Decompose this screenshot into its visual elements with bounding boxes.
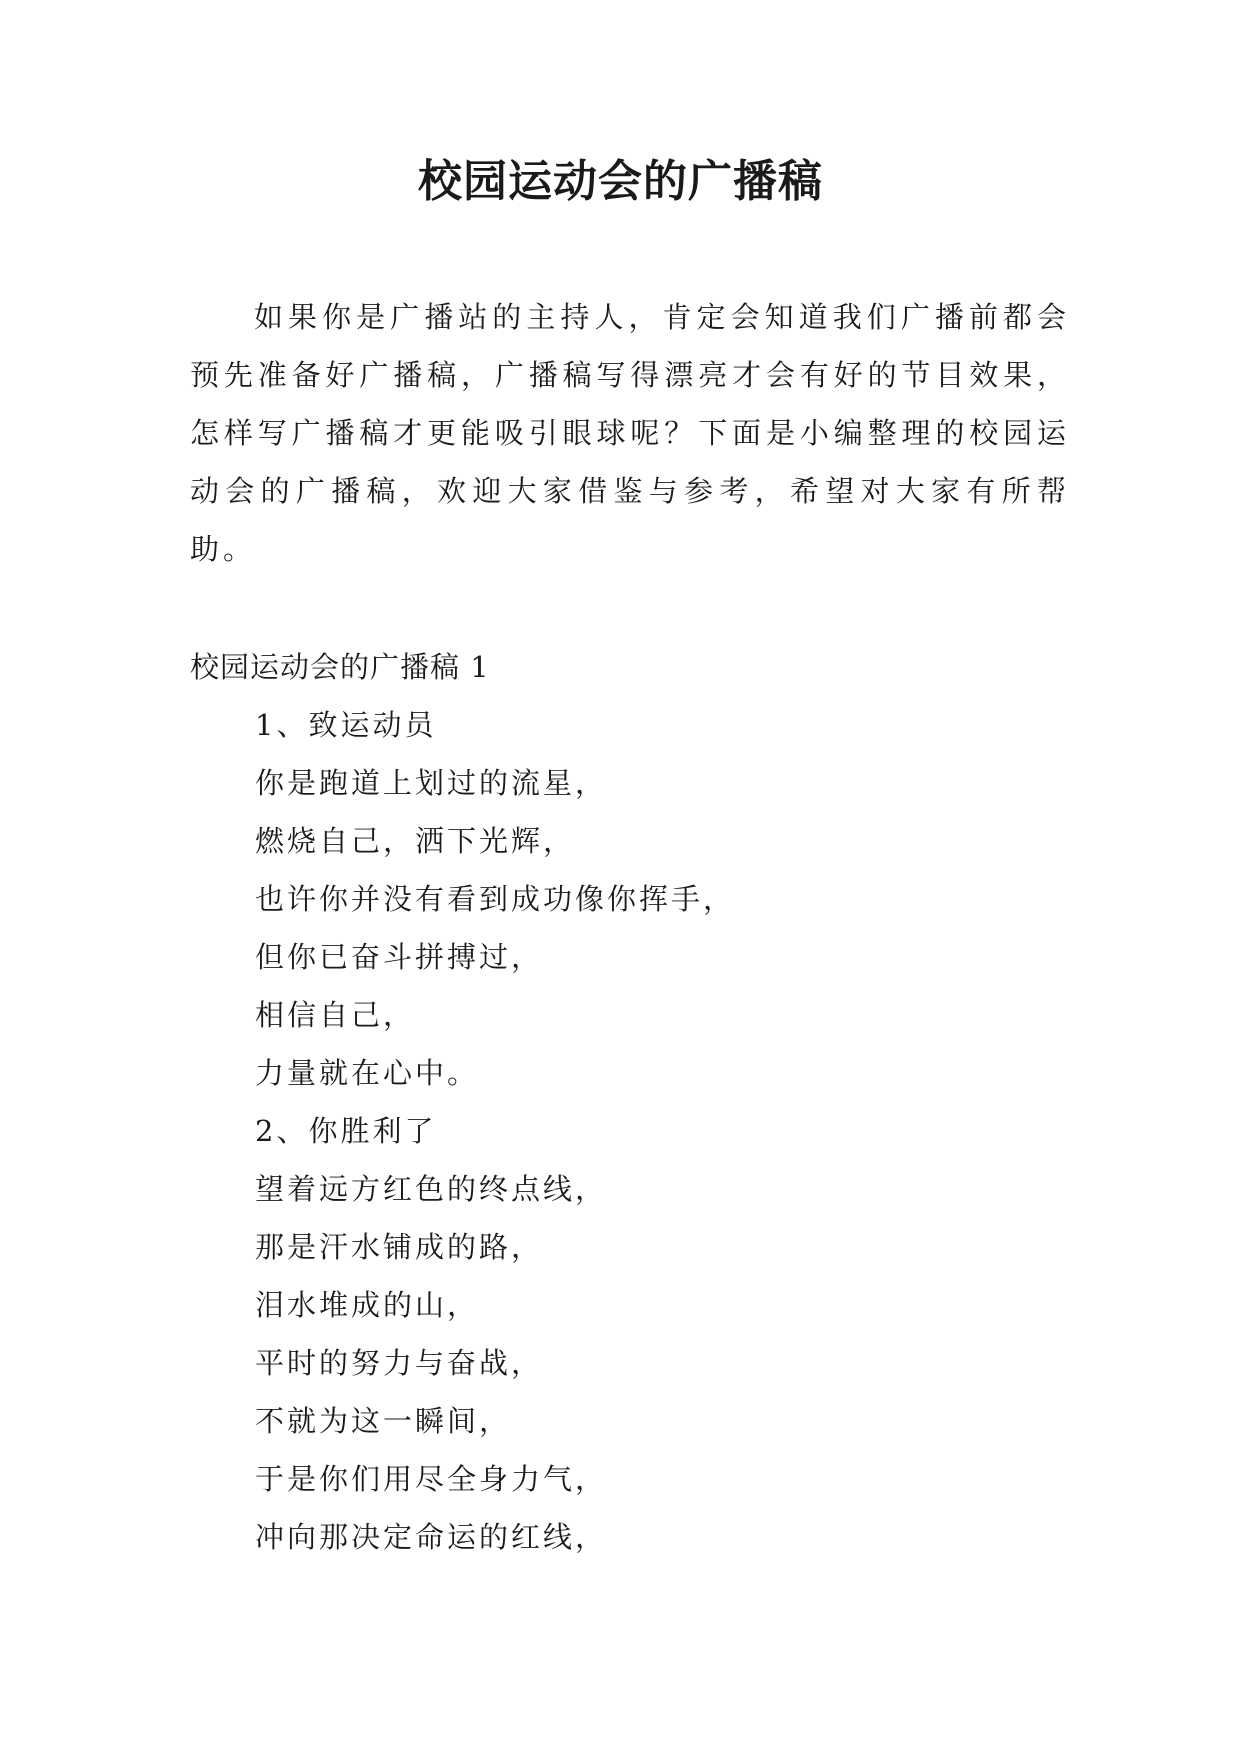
poem-line: 但你已奋斗拼搏过， <box>255 940 544 974</box>
poem-line: 2、你胜利了 <box>255 1114 437 1148</box>
poem-line: 燃烧自己，洒下光辉， <box>255 824 576 858</box>
poem-line: 望着远方红色的终点线， <box>255 1172 608 1206</box>
poem-line: 力量就在心中。 <box>255 1056 480 1090</box>
poem-lines <box>255 696 735 1566</box>
document-title: 校园运动会的广播稿 <box>418 156 823 207</box>
poem-line: 泪水堆成的山， <box>255 1288 480 1322</box>
section-heading: 校园运动会的广播稿 1 <box>190 650 490 684</box>
poem-line: 1、致运动员 <box>255 708 437 742</box>
poem-line: 相信自己， <box>255 998 416 1032</box>
poem-line: 于是你们用尽全身力气， <box>255 1462 608 1496</box>
poem-line: 平时的努力与奋战， <box>255 1346 544 1380</box>
poem-line: 不就为这一瞬间， <box>255 1404 512 1438</box>
poem-line: 也许你并没有看到成功像你挥手， <box>255 882 736 916</box>
poem-line: 那是汗水铺成的路， <box>255 1230 544 1264</box>
intro-paragraph: 如果你是广播站的主持人，肯定会知道我们广播前都会预先准备好广播稿，广播稿写得漂亮才会有好的节目效果，怎样写广播稿才更能吸引眼球呢？下面是小编整理的校园运动会的广播稿，欢迎大家借鉴与参考，希望对大家有所帮助。 <box>190 300 1070 566</box>
poem-line: 冲向那决定命运的红线， <box>255 1520 608 1554</box>
poem-line: 你是跑道上划过的流星， <box>255 766 608 800</box>
